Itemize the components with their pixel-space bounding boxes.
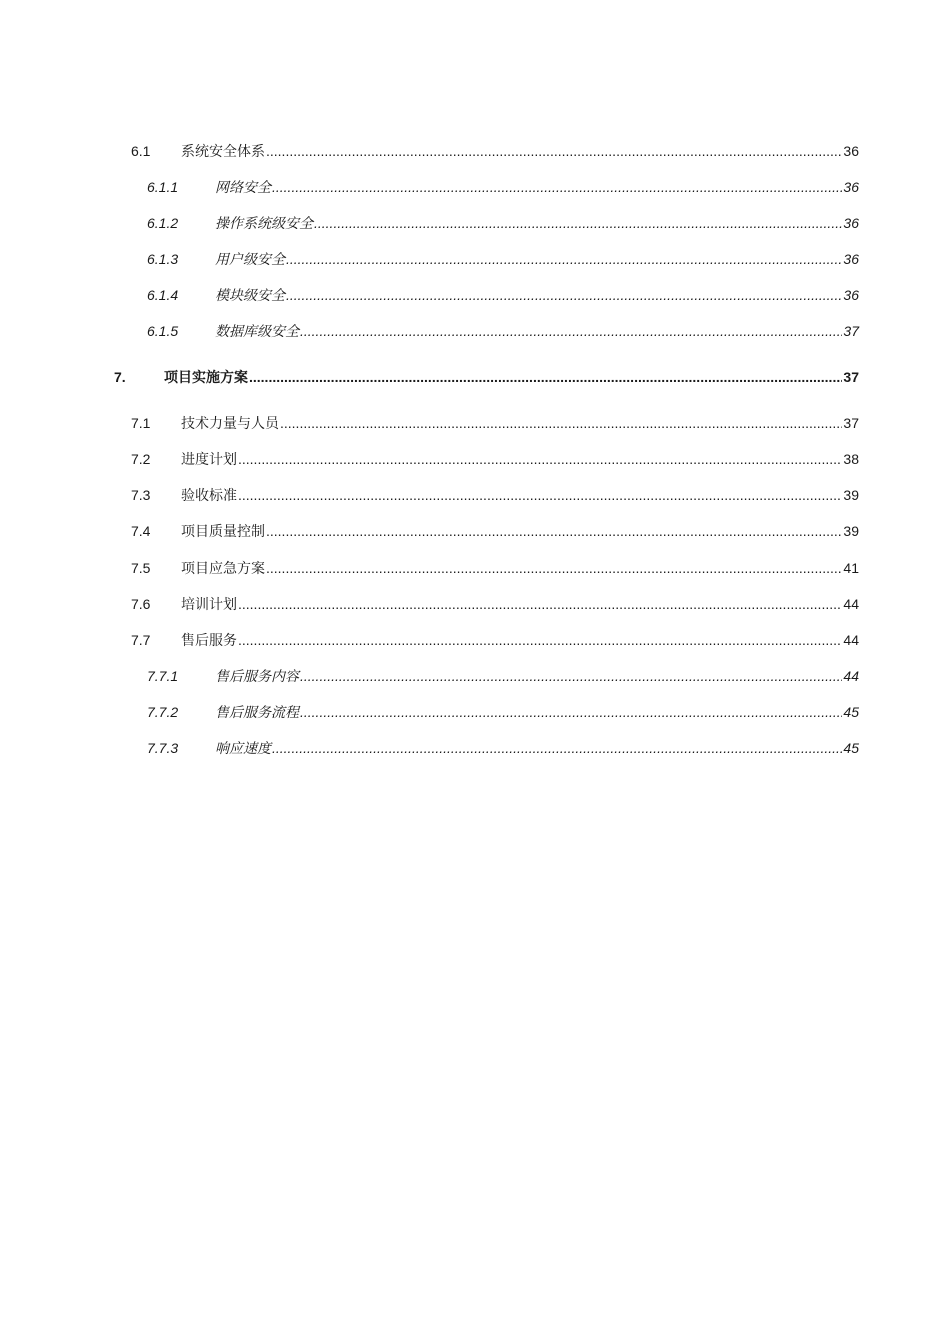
toc-number: 7. xyxy=(114,369,126,385)
toc-entry-6-1-3[interactable] xyxy=(0,248,859,270)
toc-leader xyxy=(300,701,842,723)
toc-leader xyxy=(266,520,842,542)
toc-page-number: 45 xyxy=(843,704,859,720)
toc-number: 7.7 xyxy=(131,632,151,648)
toc-leader xyxy=(286,248,842,270)
toc-page-number: 36 xyxy=(843,143,859,159)
toc-title: 售后服务 xyxy=(181,632,237,648)
toc-leader xyxy=(300,665,842,687)
toc-number: 6.1.5 xyxy=(147,323,179,339)
toc-page-number: 38 xyxy=(843,451,859,467)
toc-title: 响应速度 xyxy=(215,740,271,756)
toc-leader xyxy=(238,484,842,506)
toc-leader xyxy=(266,557,842,579)
toc-page-number: 44 xyxy=(843,596,859,612)
toc-leader xyxy=(249,366,842,388)
toc-entry-7-2[interactable] xyxy=(0,448,859,470)
toc-title: 网络安全 xyxy=(215,179,271,195)
toc-entry-7-1[interactable] xyxy=(0,412,859,434)
toc-entry-6-1-5[interactable] xyxy=(0,320,859,342)
toc-title: 售后服务流程 xyxy=(215,704,299,720)
toc-leader xyxy=(238,593,842,615)
toc-leader xyxy=(286,284,842,306)
toc-title: 售后服务内容 xyxy=(215,668,299,684)
toc-leader xyxy=(300,320,842,342)
toc-number: 6.1.1 xyxy=(147,179,179,195)
toc-page-number: 39 xyxy=(843,487,859,503)
toc-leader xyxy=(238,448,842,470)
toc-page-number: 37 xyxy=(843,323,859,339)
toc-number: 7.7.1 xyxy=(147,668,179,684)
toc-page-number: 36 xyxy=(843,251,859,267)
toc-number: 7.5 xyxy=(131,560,151,576)
toc-page-number: 36 xyxy=(843,215,859,231)
toc-entry-7-5[interactable] xyxy=(0,557,859,579)
toc-title: 技术力量与人员 xyxy=(181,415,279,431)
toc-number: 6.1.3 xyxy=(147,251,179,267)
toc-entry-6-1[interactable] xyxy=(0,140,859,162)
toc-page-number: 45 xyxy=(843,740,859,756)
toc-entry-7-7-2[interactable] xyxy=(0,701,859,723)
toc-title: 模块级安全 xyxy=(215,287,285,303)
toc-leader xyxy=(266,140,842,162)
toc-title: 系统安全体系 xyxy=(181,143,265,159)
toc-number: 7.7.3 xyxy=(147,740,179,756)
toc-page-number: 36 xyxy=(843,287,859,303)
toc-number: 7.6 xyxy=(131,596,151,612)
toc-leader xyxy=(272,176,842,198)
toc-page-number: 44 xyxy=(843,632,859,648)
toc-title: 项目质量控制 xyxy=(181,523,265,539)
toc-entry-7-7[interactable] xyxy=(0,629,859,651)
toc-page-number: 37 xyxy=(843,369,859,385)
toc-leader xyxy=(314,212,842,234)
toc-entry-6-1-4[interactable] xyxy=(0,284,859,306)
toc-title: 项目实施方案 xyxy=(164,369,248,385)
toc-entry-7-7-1[interactable] xyxy=(0,665,859,687)
toc-page-number: 41 xyxy=(843,560,859,576)
toc-title: 培训计划 xyxy=(181,596,237,612)
toc-number: 6.1.4 xyxy=(147,287,179,303)
toc-title: 验收标准 xyxy=(181,487,237,503)
toc-title: 用户级安全 xyxy=(215,251,285,267)
toc-entry-7-3[interactable] xyxy=(0,484,859,506)
toc-leader xyxy=(272,737,842,759)
toc-entry-7-4[interactable] xyxy=(0,520,859,542)
toc-entry-6-1-1[interactable] xyxy=(0,176,859,198)
toc-number: 7.4 xyxy=(131,523,151,539)
toc-entry-7-7-3[interactable] xyxy=(0,737,859,759)
toc-number: 7.7.2 xyxy=(147,704,179,720)
toc-number: 7.3 xyxy=(131,487,151,503)
toc-title: 操作系统级安全 xyxy=(215,215,313,231)
toc-page-number: 36 xyxy=(843,179,859,195)
toc-page-number: 39 xyxy=(843,523,859,539)
toc-number: 7.1 xyxy=(131,415,151,431)
toc-entry-6-1-2[interactable] xyxy=(0,212,859,234)
toc-entry-7-6[interactable] xyxy=(0,593,859,615)
toc-title: 进度计划 xyxy=(181,451,237,467)
toc-title: 数据库级安全 xyxy=(215,323,299,339)
toc-page-number: 37 xyxy=(843,415,859,431)
toc-entry-7[interactable] xyxy=(0,366,859,388)
toc-number: 6.1.2 xyxy=(147,215,179,231)
toc-leader xyxy=(238,629,842,651)
toc-page-number: 44 xyxy=(843,668,859,684)
toc-title: 项目应急方案 xyxy=(181,560,265,576)
toc-number: 7.2 xyxy=(131,451,151,467)
toc-leader xyxy=(280,412,842,434)
toc-number: 6.1 xyxy=(131,143,151,159)
